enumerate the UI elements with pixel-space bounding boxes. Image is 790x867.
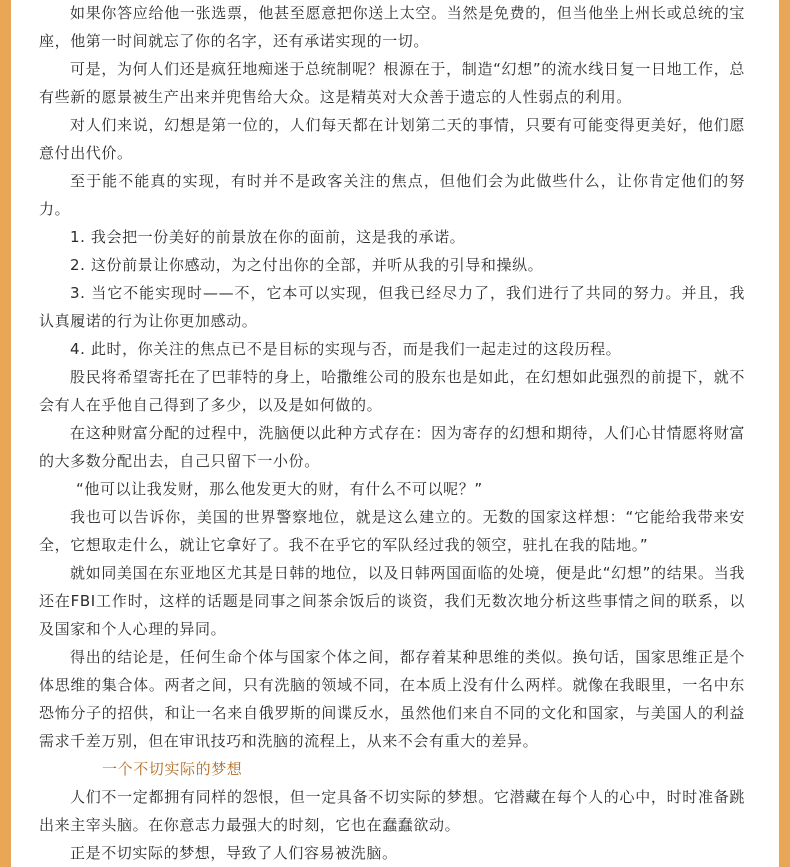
paragraph: 正是不切实际的梦想，导致了人们容易被洗脑。 xyxy=(70,844,398,862)
paragraph: 如果你答应给他一张选票，他甚至愿意把你送上太空。当然是免费的，但当他坐上州长或总统的宝座，他第一时间就忘了你的名字，还有承诺实现的一切。 xyxy=(39,4,745,50)
list-item-3: 3. 当它不能实现时——不，它本可以实现，但我已经尽力了，我们进行了共同的努力。并且，我认真履诺的行为让你更加感动。 xyxy=(39,284,745,330)
paragraph: 至于能不能真的实现，有时并不是政客关注的焦点，但他们会为此做些什么，让你肯定他们的努力。 xyxy=(39,172,745,218)
paragraph: 可是，为何人们还是疯狂地痴迷于总统制呢？根源在于，制造“幻想”的流水线日复一日地工作，总有些新的愿景被生产出来并兜售给大众。这是精英对大众善于遗忘的人性弱点的利用。 xyxy=(39,60,745,106)
document-page xyxy=(39,0,745,867)
paragraph: 在这种财富分配的过程中，洗脑便以此种方式存在：因为寄存的幻想和期待，人们心甘情愿将财富的大多数分配出去，自己只留下一小份。 xyxy=(39,424,745,470)
right-page-border xyxy=(779,0,790,867)
quote-paragraph: “他可以让我发财，那么他发更大的财，有什么不可以呢？” xyxy=(76,480,483,498)
list-item-4: 4. 此时，你关注的焦点已不是目标的实现与否，而是我们一起走过的这段历程。 xyxy=(70,340,622,358)
paragraph: 就如同美国在东亚地区尤其是日韩的地位，以及日韩两国面临的处境，便是此“幻想”的结果。当我还在FBI工作时，这样的话题是同事之间茶余饭后的谈资，我们无数次地分析这些事情之间的联系，以及国家和个人心理的异同。 xyxy=(39,564,745,638)
list-item-1: 1. 我会把一份美好的前景放在你的面前，这是我的承诺。 xyxy=(70,228,466,246)
section-heading: 一个不切实际的梦想 xyxy=(102,760,243,778)
paragraph: 得出的结论是，任何生命个体与国家个体之间，都存着某种思维的类似。换句话，国家思维正是个体思维的集合体。两者之间，只有洗脑的领域不同，在本质上没有什么两样。就像在我眼里，一名中东恐怖分子的招供，和让一名来自俄罗斯的间谍反水，虽然他们来自不同的文化和国家，与美国人的利益需求千差万别，但在审讯技巧和洗脑的流程上，从来不会有重大的差异。 xyxy=(39,648,745,750)
paragraph: 股民将希望寄托在了巴菲特的身上，哈撒维公司的股东也是如此，在幻想如此强烈的前提下，就不会有人在乎他自己得到了多少，以及是如何做的。 xyxy=(39,368,745,414)
paragraph: 我也可以告诉你，美国的世界警察地位，就是这么建立的。无数的国家这样想：“它能给我带来安全，它想取走什么，就让它拿好了。我不在乎它的军队经过我的领空，驻扎在我的陆地。” xyxy=(39,508,745,554)
left-page-border xyxy=(0,0,11,867)
paragraph: 对人们来说，幻想是第一位的，人们每天都在计划第二天的事情，只要有可能变得更美好，他们愿意付出代价。 xyxy=(39,116,745,162)
paragraph: 人们不一定都拥有同样的怨恨，但一定具备不切实际的梦想。它潜藏在每个人的心中，时时准备跳出来主宰头脑。在你意志力最强大的时刻，它也在蠢蠢欲动。 xyxy=(39,788,745,834)
list-item-2: 2. 这份前景让你感动，为之付出你的全部，并听从我的引导和操纵。 xyxy=(70,256,544,274)
